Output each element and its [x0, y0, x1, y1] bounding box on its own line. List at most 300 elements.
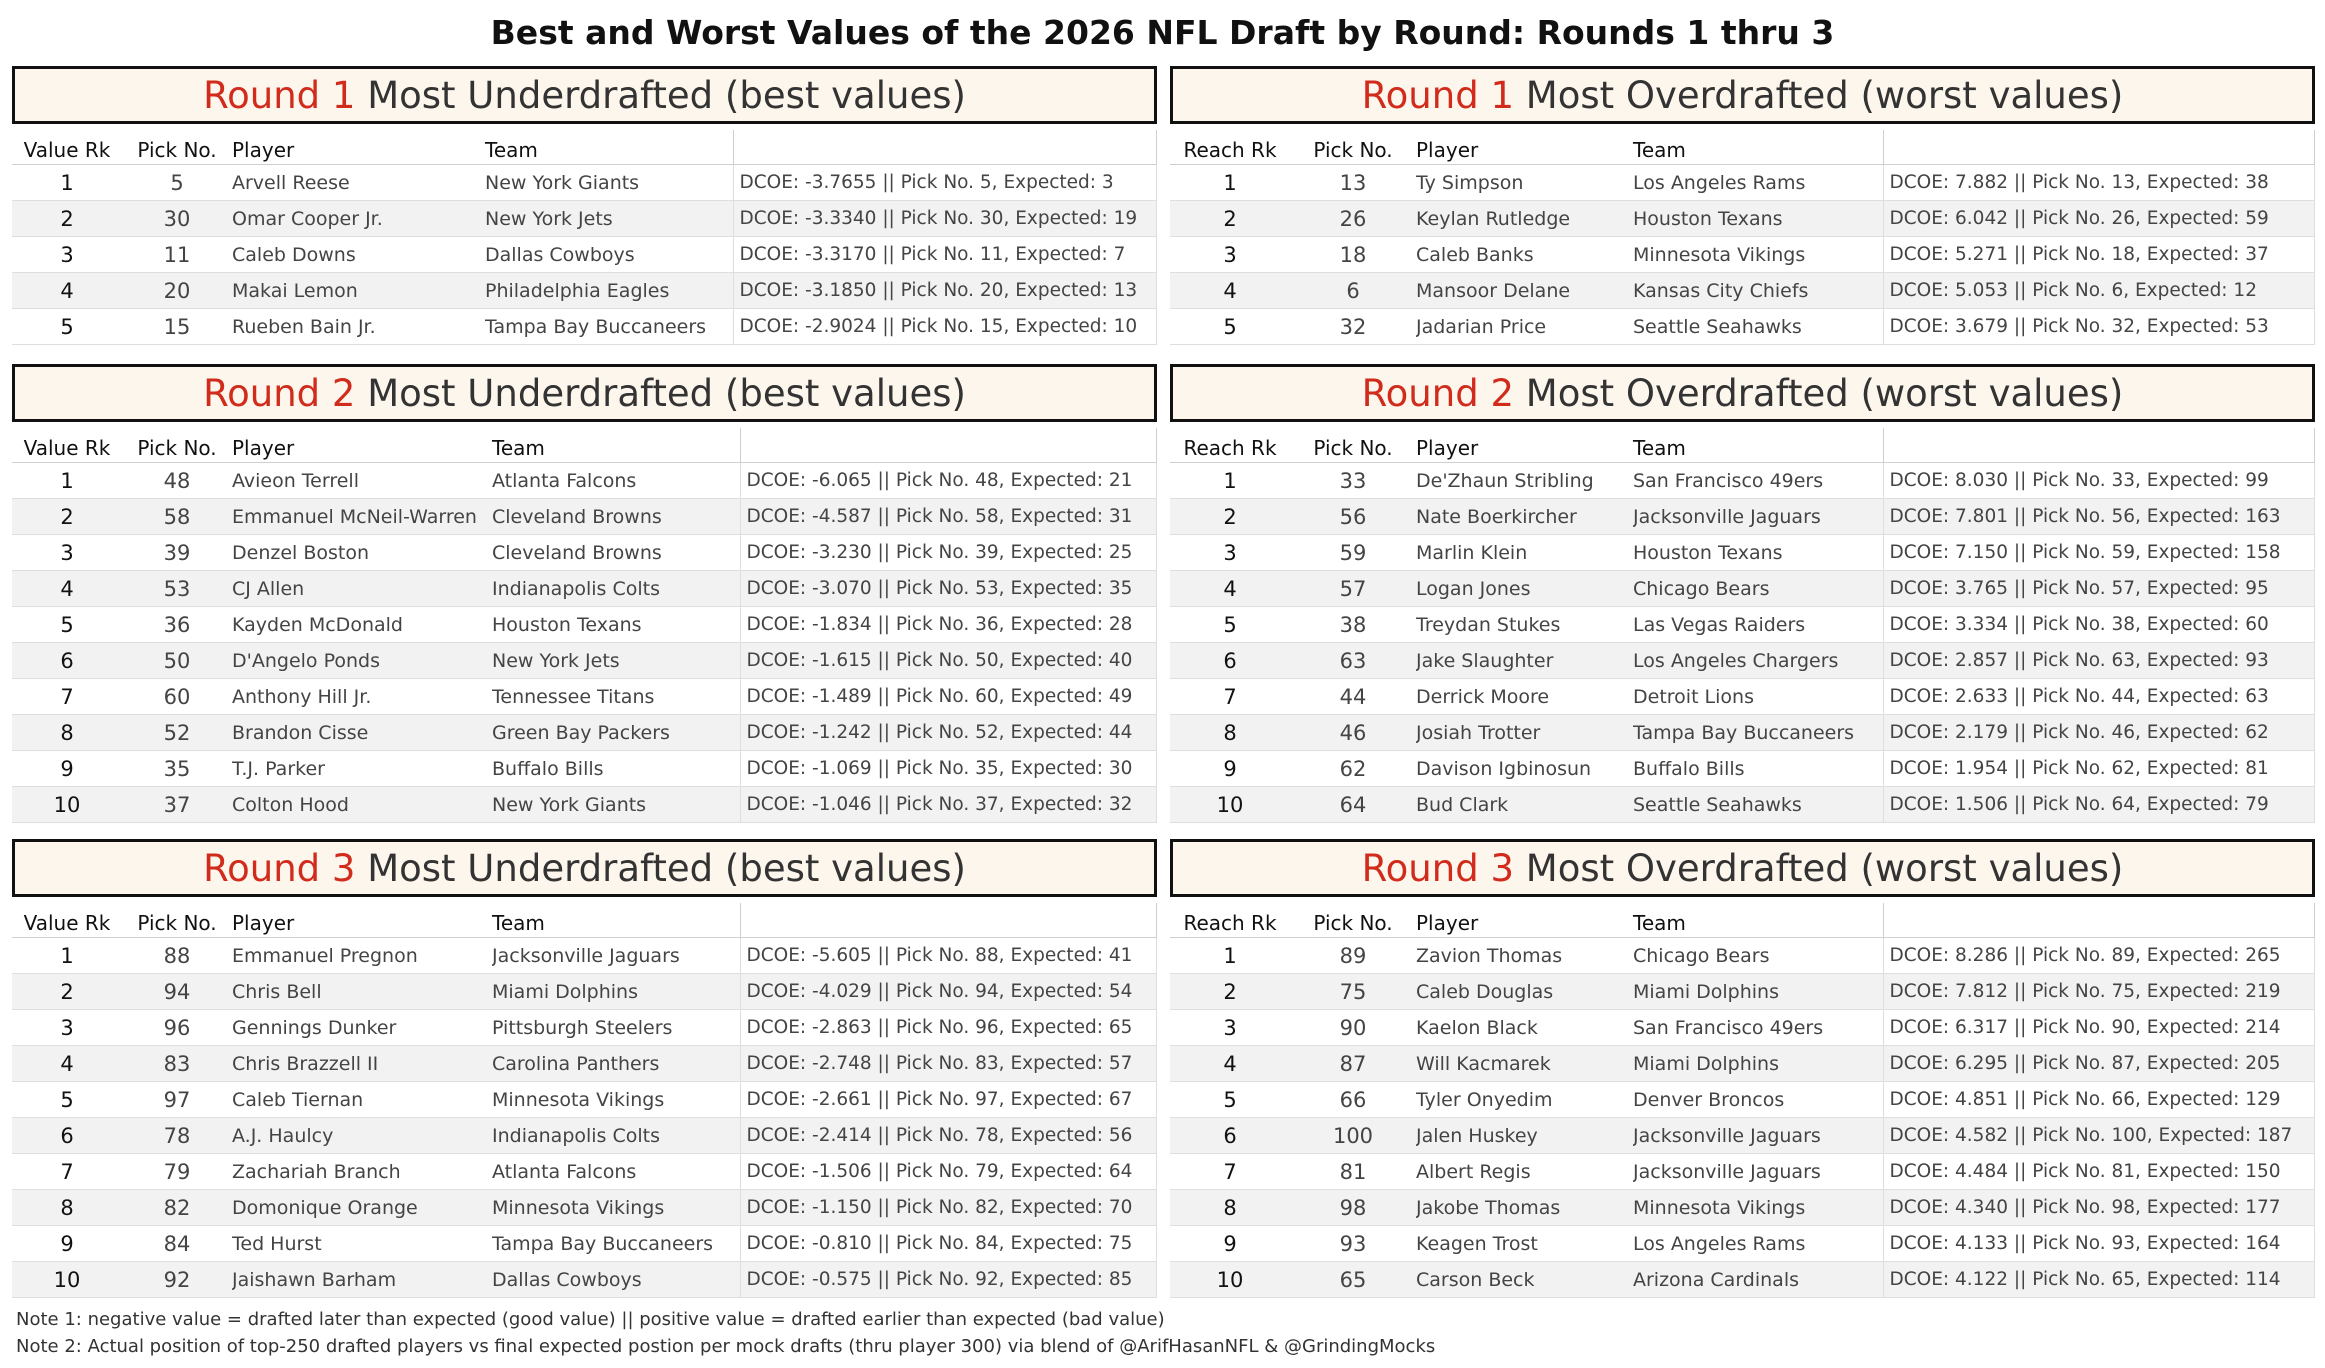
pick-cell: 18 — [1290, 237, 1416, 273]
note-2: Note 2: Actual position of top-250 drafted players vs final expected postion per mock drafts (thru player 300) via blend of @ArifHasanNFL & @GrindingMocks — [16, 1336, 1436, 1357]
table-row — [1170, 1082, 2315, 1118]
pick-cell: 98 — [1290, 1190, 1416, 1226]
player-cell: Kaelon Black — [1416, 1010, 1633, 1046]
rank-cell: 1 — [1170, 938, 1290, 974]
player-cell: Chris Brazzell II — [232, 1046, 492, 1082]
team-cell: Miami Dolphins — [492, 974, 740, 1010]
column-header-rank: Reach Rk — [1170, 130, 1290, 165]
player-cell: Will Kacmarek — [1416, 1046, 1633, 1082]
column-header-pick: Pick No. — [1290, 903, 1416, 938]
dcoe-cell: DCOE: -1.489 || Pick No. 60, Expected: 49 — [740, 679, 1157, 715]
pick-cell: 15 — [122, 309, 232, 345]
team-cell: Minnesota Vikings — [1633, 1190, 1883, 1226]
column-header-details — [740, 428, 1157, 463]
pick-cell: 78 — [122, 1118, 232, 1154]
round-label: Round 1 — [1361, 74, 1514, 117]
rank-cell: 6 — [1170, 643, 1290, 679]
pick-cell: 82 — [122, 1190, 232, 1226]
column-header-team: Team — [1633, 903, 1883, 938]
dcoe-cell: DCOE: 3.679 || Pick No. 32, Expected: 53 — [1883, 309, 2315, 345]
team-cell: Denver Broncos — [1633, 1082, 1883, 1118]
player-cell: Albert Regis — [1416, 1154, 1633, 1190]
dcoe-cell: DCOE: 4.582 || Pick No. 100, Expected: 187 — [1883, 1118, 2315, 1154]
pick-cell: 65 — [1290, 1262, 1416, 1298]
column-header-player: Player — [1416, 130, 1633, 165]
pick-cell: 6 — [1290, 273, 1416, 309]
team-cell: Minnesota Vikings — [492, 1190, 740, 1226]
rank-cell: 3 — [1170, 237, 1290, 273]
dcoe-cell: DCOE: -2.863 || Pick No. 96, Expected: 65 — [740, 1010, 1157, 1046]
rank-cell: 3 — [12, 1010, 122, 1046]
table-row — [1170, 1010, 2315, 1046]
pick-cell: 33 — [1290, 463, 1416, 499]
round-1-underdrafted-panel — [12, 66, 1157, 345]
table-row — [12, 974, 1157, 1010]
rank-cell: 2 — [1170, 974, 1290, 1010]
column-header-player: Player — [232, 130, 485, 165]
pick-cell: 57 — [1290, 571, 1416, 607]
round-label: Round 3 — [1361, 847, 1514, 890]
table-row — [1170, 715, 2315, 751]
pick-cell: 87 — [1290, 1046, 1416, 1082]
column-header-rank: Value Rk — [12, 130, 122, 165]
player-cell: Bud Clark — [1416, 787, 1633, 823]
round-label: Round 3 — [203, 847, 356, 890]
dcoe-cell: DCOE: 4.340 || Pick No. 98, Expected: 177 — [1883, 1190, 2315, 1226]
rank-cell: 10 — [1170, 787, 1290, 823]
player-cell: Caleb Banks — [1416, 237, 1633, 273]
dcoe-cell: DCOE: -3.3340 || Pick No. 30, Expected: 19 — [733, 201, 1157, 237]
draft-table — [1170, 130, 2315, 345]
panel-heading: Most Underdrafted (best values) — [367, 74, 966, 117]
table-row — [1170, 273, 2315, 309]
dcoe-cell: DCOE: 4.484 || Pick No. 81, Expected: 150 — [1883, 1154, 2315, 1190]
pick-cell: 30 — [122, 201, 232, 237]
table-row — [1170, 938, 2315, 974]
dcoe-cell: DCOE: -3.7655 || Pick No. 5, Expected: 3 — [733, 165, 1157, 201]
round-2-underdrafted-panel — [12, 364, 1157, 823]
round-1-overdrafted-panel — [1170, 66, 2315, 345]
pick-cell: 100 — [1290, 1118, 1416, 1154]
table-header-row — [1170, 130, 2315, 165]
rank-cell: 3 — [12, 535, 122, 571]
player-cell: T.J. Parker — [232, 751, 492, 787]
pick-cell: 20 — [122, 273, 232, 309]
table-row — [12, 679, 1157, 715]
player-cell: A.J. Haulcy — [232, 1118, 492, 1154]
pick-cell: 52 — [122, 715, 232, 751]
pick-cell: 84 — [122, 1226, 232, 1262]
table-row — [12, 1154, 1157, 1190]
draft-table — [12, 903, 1157, 1298]
round-label: Round 2 — [203, 372, 356, 415]
rank-cell: 6 — [12, 643, 122, 679]
round-2-overdrafted-panel — [1170, 364, 2315, 823]
team-cell: Indianapolis Colts — [492, 1118, 740, 1154]
page-title: Best and Worst Values of the 2026 NFL Draft by Round: Rounds 1 thru 3 — [490, 13, 1835, 52]
dcoe-cell: DCOE: 5.271 || Pick No. 18, Expected: 37 — [1883, 237, 2315, 273]
player-cell: Jalen Huskey — [1416, 1118, 1633, 1154]
dcoe-cell: DCOE: 1.954 || Pick No. 62, Expected: 81 — [1883, 751, 2315, 787]
pick-cell: 48 — [122, 463, 232, 499]
column-header-player: Player — [1416, 903, 1633, 938]
team-cell: Green Bay Packers — [492, 715, 740, 751]
dcoe-cell: DCOE: 8.286 || Pick No. 89, Expected: 265 — [1883, 938, 2315, 974]
player-cell: Derrick Moore — [1416, 679, 1633, 715]
round-3-overdrafted-panel — [1170, 839, 2315, 1298]
pick-cell: 36 — [122, 607, 232, 643]
rank-cell: 5 — [1170, 1082, 1290, 1118]
note-1: Note 1: negative value = drafted later than expected (good value) || positive value = drafted earlier than expected (bad value) — [16, 1309, 1165, 1330]
column-header-details — [740, 903, 1157, 938]
player-cell: Rueben Bain Jr. — [232, 309, 485, 345]
rank-cell: 5 — [12, 607, 122, 643]
team-cell: Philadelphia Eagles — [485, 273, 733, 309]
table-header-row — [1170, 903, 2315, 938]
player-cell: Logan Jones — [1416, 571, 1633, 607]
dcoe-cell: DCOE: -0.810 || Pick No. 84, Expected: 75 — [740, 1226, 1157, 1262]
pick-cell: 88 — [122, 938, 232, 974]
rank-cell: 2 — [1170, 499, 1290, 535]
player-cell: Gennings Dunker — [232, 1010, 492, 1046]
team-cell: Atlanta Falcons — [492, 463, 740, 499]
pick-cell: 92 — [122, 1262, 232, 1298]
rank-cell: 5 — [12, 1082, 122, 1118]
player-cell: Davison Igbinosun — [1416, 751, 1633, 787]
column-header-details — [1883, 428, 2315, 463]
rank-cell: 9 — [12, 1226, 122, 1262]
table-row — [1170, 463, 2315, 499]
column-header-pick: Pick No. — [122, 903, 232, 938]
player-cell: Makai Lemon — [232, 273, 485, 309]
rank-cell: 4 — [1170, 1046, 1290, 1082]
team-cell: San Francisco 49ers — [1633, 463, 1883, 499]
player-cell: Nate Boerkircher — [1416, 499, 1633, 535]
table-row — [12, 309, 1157, 345]
column-header-rank: Value Rk — [12, 428, 122, 463]
table-row — [12, 1262, 1157, 1298]
pick-cell: 37 — [122, 787, 232, 823]
dcoe-cell: DCOE: 1.506 || Pick No. 64, Expected: 79 — [1883, 787, 2315, 823]
pick-cell: 89 — [1290, 938, 1416, 974]
player-cell: Kayden McDonald — [232, 607, 492, 643]
table-header-row — [1170, 428, 2315, 463]
panel-heading: Most Underdrafted (best values) — [367, 372, 966, 415]
rank-cell: 1 — [1170, 165, 1290, 201]
table-row — [1170, 571, 2315, 607]
dcoe-cell: DCOE: 6.317 || Pick No. 90, Expected: 214 — [1883, 1010, 2315, 1046]
team-cell: Tampa Bay Buccaneers — [1633, 715, 1883, 751]
rank-cell: 6 — [1170, 1118, 1290, 1154]
player-cell: D'Angelo Ponds — [232, 643, 492, 679]
team-cell: Cleveland Browns — [492, 535, 740, 571]
rank-cell: 2 — [12, 201, 122, 237]
table-row — [12, 535, 1157, 571]
pick-cell: 66 — [1290, 1082, 1416, 1118]
rank-cell: 7 — [1170, 1154, 1290, 1190]
team-cell: Carolina Panthers — [492, 1046, 740, 1082]
column-header-player: Player — [1416, 428, 1633, 463]
round-3-underdrafted-panel — [12, 839, 1157, 1298]
dcoe-cell: DCOE: 2.857 || Pick No. 63, Expected: 93 — [1883, 643, 2315, 679]
column-header-team: Team — [492, 428, 740, 463]
panel-header — [12, 66, 1157, 124]
dcoe-cell: DCOE: -1.506 || Pick No. 79, Expected: 64 — [740, 1154, 1157, 1190]
team-cell: Minnesota Vikings — [492, 1082, 740, 1118]
player-cell: CJ Allen — [232, 571, 492, 607]
column-header-pick: Pick No. — [122, 428, 232, 463]
dcoe-cell: DCOE: -1.150 || Pick No. 82, Expected: 70 — [740, 1190, 1157, 1226]
dcoe-cell: DCOE: 4.851 || Pick No. 66, Expected: 129 — [1883, 1082, 2315, 1118]
table-row — [1170, 1046, 2315, 1082]
panel-heading: Most Overdrafted (worst values) — [1525, 372, 2124, 415]
player-cell: Caleb Douglas — [1416, 974, 1633, 1010]
team-cell: Miami Dolphins — [1633, 1046, 1883, 1082]
draft-table — [12, 428, 1157, 823]
dcoe-cell: DCOE: -2.661 || Pick No. 97, Expected: 67 — [740, 1082, 1157, 1118]
column-header-team: Team — [1633, 130, 1883, 165]
team-cell: Atlanta Falcons — [492, 1154, 740, 1190]
pick-cell: 64 — [1290, 787, 1416, 823]
panel-header — [12, 364, 1157, 422]
team-cell: Tennessee Titans — [492, 679, 740, 715]
table-row — [12, 1010, 1157, 1046]
dcoe-cell: DCOE: 7.882 || Pick No. 13, Expected: 38 — [1883, 165, 2315, 201]
table-header-row — [12, 428, 1157, 463]
player-cell: Jakobe Thomas — [1416, 1190, 1633, 1226]
pick-cell: 83 — [122, 1046, 232, 1082]
pick-cell: 97 — [122, 1082, 232, 1118]
dcoe-cell: DCOE: 2.633 || Pick No. 44, Expected: 63 — [1883, 679, 2315, 715]
table-row — [12, 165, 1157, 201]
table-row — [1170, 237, 2315, 273]
player-cell: Zachariah Branch — [232, 1154, 492, 1190]
player-cell: Denzel Boston — [232, 535, 492, 571]
team-cell: New York Giants — [492, 787, 740, 823]
team-cell: Minnesota Vikings — [1633, 237, 1883, 273]
dcoe-cell: DCOE: -1.046 || Pick No. 37, Expected: 32 — [740, 787, 1157, 823]
pick-cell: 32 — [1290, 309, 1416, 345]
team-cell: Seattle Seahawks — [1633, 787, 1883, 823]
panel-heading: Most Overdrafted (worst values) — [1525, 847, 2124, 890]
player-cell: Jadarian Price — [1416, 309, 1633, 345]
pick-cell: 94 — [122, 974, 232, 1010]
player-cell: Arvell Reese — [232, 165, 485, 201]
table-row — [1170, 201, 2315, 237]
column-header-details — [1883, 903, 2315, 938]
table-row — [12, 715, 1157, 751]
player-cell: Emmanuel McNeil-Warren — [232, 499, 492, 535]
team-cell: San Francisco 49ers — [1633, 1010, 1883, 1046]
dcoe-cell: DCOE: 6.295 || Pick No. 87, Expected: 205 — [1883, 1046, 2315, 1082]
table-row — [12, 1046, 1157, 1082]
team-cell: Tampa Bay Buccaneers — [485, 309, 733, 345]
dcoe-cell: DCOE: 8.030 || Pick No. 33, Expected: 99 — [1883, 463, 2315, 499]
team-cell: Jacksonville Jaguars — [1633, 1154, 1883, 1190]
player-cell: Colton Hood — [232, 787, 492, 823]
rank-cell: 7 — [12, 679, 122, 715]
table-row — [12, 237, 1157, 273]
team-cell: Chicago Bears — [1633, 571, 1883, 607]
panel-heading: Most Overdrafted (worst values) — [1525, 74, 2124, 117]
table-row — [1170, 607, 2315, 643]
player-cell: Chris Bell — [232, 974, 492, 1010]
dcoe-cell: DCOE: 5.053 || Pick No. 6, Expected: 12 — [1883, 273, 2315, 309]
pick-cell: 93 — [1290, 1226, 1416, 1262]
column-header-rank: Reach Rk — [1170, 428, 1290, 463]
table-row — [1170, 1226, 2315, 1262]
round-label: Round 2 — [1361, 372, 1514, 415]
pick-cell: 11 — [122, 237, 232, 273]
rank-cell: 8 — [1170, 1190, 1290, 1226]
table-row — [1170, 787, 2315, 823]
table-row — [12, 607, 1157, 643]
pick-cell: 39 — [122, 535, 232, 571]
column-header-rank: Value Rk — [12, 903, 122, 938]
column-header-player: Player — [232, 903, 492, 938]
team-cell: New York Jets — [492, 643, 740, 679]
rank-cell: 4 — [1170, 571, 1290, 607]
footnotes — [16, 1306, 1435, 1360]
panel-header — [1170, 66, 2315, 124]
team-cell: Buffalo Bills — [492, 751, 740, 787]
pick-cell: 90 — [1290, 1010, 1416, 1046]
team-cell: Miami Dolphins — [1633, 974, 1883, 1010]
team-cell: Buffalo Bills — [1633, 751, 1883, 787]
column-header-details — [733, 130, 1157, 165]
rank-cell: 1 — [12, 938, 122, 974]
player-cell: Emmanuel Pregnon — [232, 938, 492, 974]
pick-cell: 75 — [1290, 974, 1416, 1010]
pick-cell: 35 — [122, 751, 232, 787]
team-cell: Detroit Lions — [1633, 679, 1883, 715]
player-cell: Ty Simpson — [1416, 165, 1633, 201]
pick-cell: 60 — [122, 679, 232, 715]
player-cell: Brandon Cisse — [232, 715, 492, 751]
rank-cell: 9 — [12, 751, 122, 787]
player-cell: Anthony Hill Jr. — [232, 679, 492, 715]
table-row — [1170, 679, 2315, 715]
column-header-rank: Reach Rk — [1170, 903, 1290, 938]
table-row — [1170, 751, 2315, 787]
team-cell: Seattle Seahawks — [1633, 309, 1883, 345]
pick-cell: 58 — [122, 499, 232, 535]
pick-cell: 50 — [122, 643, 232, 679]
player-cell: Domonique Orange — [232, 1190, 492, 1226]
team-cell: Jacksonville Jaguars — [1633, 1118, 1883, 1154]
dcoe-cell: DCOE: -1.615 || Pick No. 50, Expected: 40 — [740, 643, 1157, 679]
rank-cell: 2 — [1170, 201, 1290, 237]
rank-cell: 1 — [1170, 463, 1290, 499]
table-row — [12, 751, 1157, 787]
dcoe-cell: DCOE: -4.587 || Pick No. 58, Expected: 31 — [740, 499, 1157, 535]
player-cell: Ted Hurst — [232, 1226, 492, 1262]
pick-cell: 62 — [1290, 751, 1416, 787]
player-cell: Omar Cooper Jr. — [232, 201, 485, 237]
rank-cell: 3 — [1170, 535, 1290, 571]
table-row — [12, 499, 1157, 535]
pick-cell: 38 — [1290, 607, 1416, 643]
rank-cell: 4 — [12, 571, 122, 607]
column-header-player: Player — [232, 428, 492, 463]
pick-cell: 79 — [122, 1154, 232, 1190]
player-cell: Caleb Tiernan — [232, 1082, 492, 1118]
column-header-pick: Pick No. — [122, 130, 232, 165]
pick-cell: 13 — [1290, 165, 1416, 201]
player-cell: Keylan Rutledge — [1416, 201, 1633, 237]
draft-table — [1170, 428, 2315, 823]
round-label: Round 1 — [203, 74, 356, 117]
table-row — [1170, 165, 2315, 201]
rank-cell: 8 — [12, 1190, 122, 1226]
table-row — [1170, 1262, 2315, 1298]
team-cell: Jacksonville Jaguars — [1633, 499, 1883, 535]
table-row — [12, 1190, 1157, 1226]
team-cell: Jacksonville Jaguars — [492, 938, 740, 974]
player-cell: Zavion Thomas — [1416, 938, 1633, 974]
dcoe-cell: DCOE: 7.812 || Pick No. 75, Expected: 219 — [1883, 974, 2315, 1010]
rank-cell: 9 — [1170, 751, 1290, 787]
rank-cell: 4 — [12, 273, 122, 309]
team-cell: Houston Texans — [1633, 535, 1883, 571]
table-row — [12, 201, 1157, 237]
dcoe-cell: DCOE: 3.765 || Pick No. 57, Expected: 95 — [1883, 571, 2315, 607]
rank-cell: 7 — [1170, 679, 1290, 715]
table-row — [12, 1082, 1157, 1118]
team-cell: Arizona Cardinals — [1633, 1262, 1883, 1298]
rank-cell: 10 — [12, 787, 122, 823]
player-cell: Mansoor Delane — [1416, 273, 1633, 309]
table-row — [1170, 643, 2315, 679]
pick-cell: 59 — [1290, 535, 1416, 571]
column-header-team: Team — [1633, 428, 1883, 463]
dcoe-cell: DCOE: -5.605 || Pick No. 88, Expected: 41 — [740, 938, 1157, 974]
player-cell: Keagen Trost — [1416, 1226, 1633, 1262]
pick-cell: 56 — [1290, 499, 1416, 535]
dcoe-cell: DCOE: -1.834 || Pick No. 36, Expected: 28 — [740, 607, 1157, 643]
dcoe-cell: DCOE: -3.070 || Pick No. 53, Expected: 35 — [740, 571, 1157, 607]
rank-cell: 4 — [1170, 273, 1290, 309]
dcoe-cell: DCOE: 7.801 || Pick No. 56, Expected: 163 — [1883, 499, 2315, 535]
player-cell: Carson Beck — [1416, 1262, 1633, 1298]
table-header-row — [12, 130, 1157, 165]
team-cell: New York Jets — [485, 201, 733, 237]
column-header-team: Team — [485, 130, 733, 165]
player-cell: Avieon Terrell — [232, 463, 492, 499]
team-cell: Chicago Bears — [1633, 938, 1883, 974]
rank-cell: 4 — [12, 1046, 122, 1082]
rank-cell: 3 — [12, 237, 122, 273]
pick-cell: 96 — [122, 1010, 232, 1046]
player-cell: Treydan Stukes — [1416, 607, 1633, 643]
dcoe-cell: DCOE: 7.150 || Pick No. 59, Expected: 158 — [1883, 535, 2315, 571]
player-cell: Josiah Trotter — [1416, 715, 1633, 751]
team-cell: Dallas Cowboys — [492, 1262, 740, 1298]
team-cell: Los Angeles Rams — [1633, 1226, 1883, 1262]
dcoe-cell: DCOE: 2.179 || Pick No. 46, Expected: 62 — [1883, 715, 2315, 751]
table-row — [1170, 535, 2315, 571]
rank-cell: 10 — [12, 1262, 122, 1298]
dcoe-cell: DCOE: -1.242 || Pick No. 52, Expected: 44 — [740, 715, 1157, 751]
rank-cell: 2 — [12, 499, 122, 535]
team-cell: Los Angeles Chargers — [1633, 643, 1883, 679]
dcoe-cell: DCOE: -1.069 || Pick No. 35, Expected: 30 — [740, 751, 1157, 787]
dcoe-cell: DCOE: 6.042 || Pick No. 26, Expected: 59 — [1883, 201, 2315, 237]
team-cell: Indianapolis Colts — [492, 571, 740, 607]
panel-header — [1170, 364, 2315, 422]
pick-cell: 53 — [122, 571, 232, 607]
table-row — [12, 938, 1157, 974]
